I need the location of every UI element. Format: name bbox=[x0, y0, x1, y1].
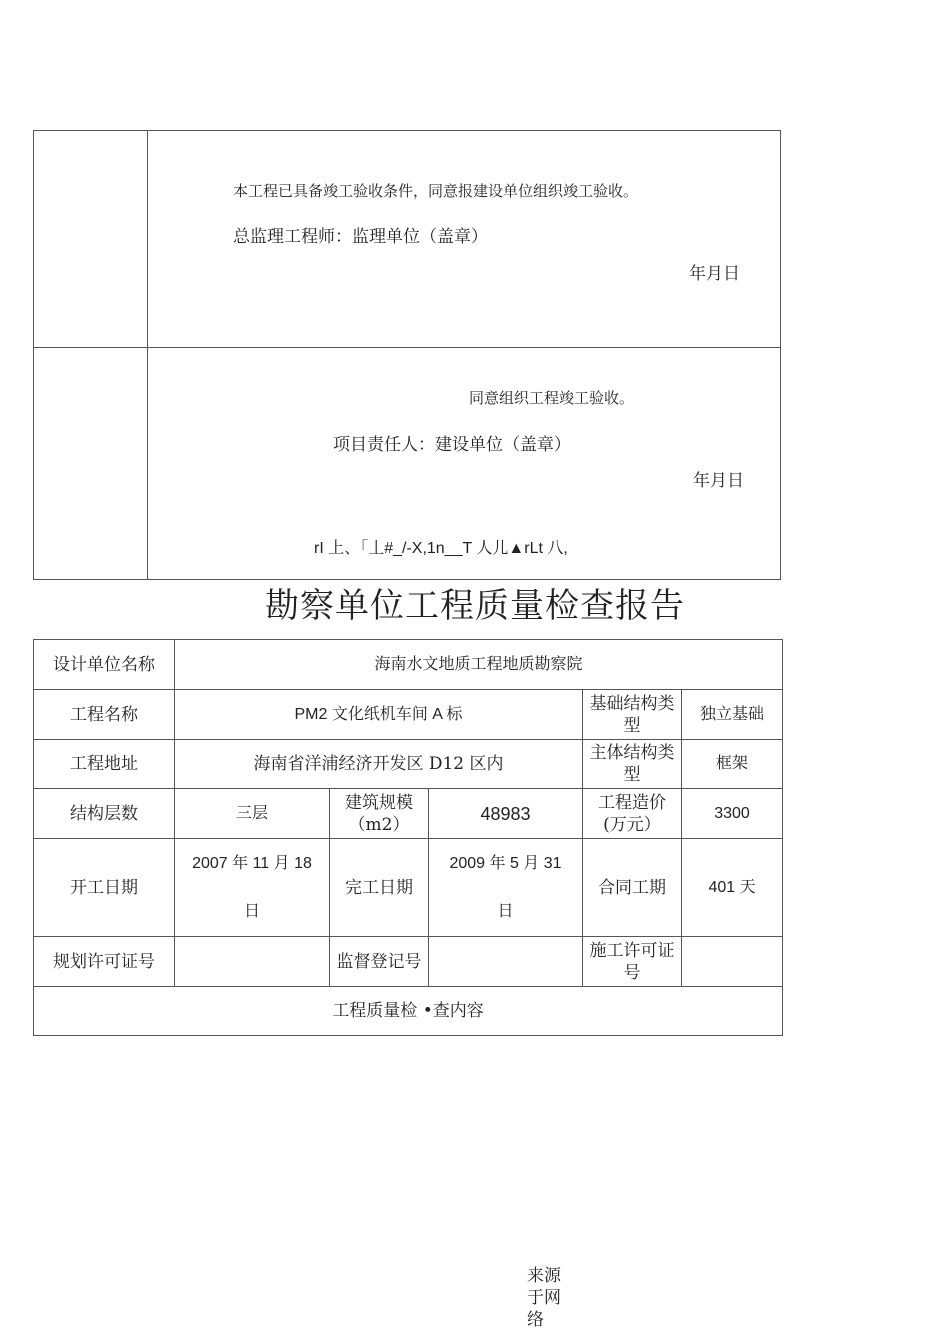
supervision-reg-value bbox=[429, 937, 583, 987]
start-date-line1: 2007 年 11 月 18 bbox=[192, 854, 312, 872]
report-info-table bbox=[33, 639, 783, 1036]
project-name-value: PM2 文化纸机车间 A 标 bbox=[175, 690, 583, 740]
foundation-type-label: 基础结构类型 bbox=[583, 690, 682, 740]
supervisor-date: 年月日 bbox=[689, 264, 740, 284]
construction-permit-value bbox=[682, 937, 783, 987]
table-row bbox=[34, 640, 783, 690]
supervisor-statement: 本工程已具备竣工验收条件，同意报建设单位组织竣工验收。 bbox=[233, 183, 639, 200]
finish-date-label: 完工日期 bbox=[330, 839, 429, 937]
project-address-value: 海南省洋浦经济开发区 D12 区内 bbox=[175, 740, 583, 789]
project-address-label: 工程地址 bbox=[34, 740, 175, 789]
table-row bbox=[34, 690, 783, 740]
start-date-line2: 日 bbox=[243, 902, 260, 920]
contract-period-label: 合同工期 bbox=[583, 839, 682, 937]
start-date-value bbox=[175, 839, 330, 937]
supervision-reg-label: 监督登记号 bbox=[330, 937, 429, 987]
start-date-label: 开工日期 bbox=[34, 839, 175, 937]
main-structure-value: 框架 bbox=[682, 740, 783, 789]
finish-date-value bbox=[429, 839, 583, 937]
inspection-content-label: 工程质量检 •查内容 bbox=[34, 987, 783, 1036]
design-unit-value: 海南水文地质工程地质勘察院 bbox=[175, 640, 783, 690]
cost-value: 3300 bbox=[682, 789, 783, 839]
contract-period-value: 401 天 bbox=[682, 839, 783, 937]
floors-value: 三层 bbox=[175, 789, 330, 839]
construction-permit-label: 施工许可证号 bbox=[583, 937, 682, 987]
report-title: 勘察单位工程质量检查报告 bbox=[265, 586, 685, 626]
finish-date-line1: 2009 年 5 月 31 bbox=[449, 854, 562, 872]
foundation-type-value: 独立基础 bbox=[682, 690, 783, 740]
main-structure-label: 主体结构类型 bbox=[583, 740, 682, 789]
table-row bbox=[34, 740, 783, 789]
garbled-line: rI 上、「丄#_/-X,1n__T 人儿▲rLt 八, bbox=[314, 540, 568, 557]
table-row bbox=[34, 987, 783, 1036]
floors-label: 结构层数 bbox=[34, 789, 175, 839]
project-name-label: 工程名称 bbox=[34, 690, 175, 740]
approval-table-row-divider bbox=[34, 347, 780, 348]
owner-statement: 同意组织工程竣工验收。 bbox=[469, 390, 635, 407]
cost-label: 工程造价(万元） bbox=[583, 789, 682, 839]
owner-sign-line: 项目责任人：建设单位（盖章） bbox=[333, 435, 571, 455]
design-unit-label: 设计单位名称 bbox=[34, 640, 175, 690]
owner-date: 年月日 bbox=[693, 471, 744, 491]
approval-table-divider bbox=[147, 131, 148, 579]
table-row bbox=[34, 789, 783, 839]
building-scale-label: 建筑规模（m2） bbox=[330, 789, 429, 839]
table-row bbox=[34, 937, 783, 987]
finish-date-line2: 日 bbox=[497, 902, 514, 920]
table-row bbox=[34, 839, 783, 937]
building-scale-value: 48983 bbox=[429, 789, 583, 839]
supervisor-sign-line: 总监理工程师：监理单位（盖章） bbox=[233, 227, 488, 247]
source-note: 来源于网络 bbox=[527, 1266, 561, 1330]
planning-permit-value bbox=[175, 937, 330, 987]
planning-permit-label: 规划许可证号 bbox=[34, 937, 175, 987]
